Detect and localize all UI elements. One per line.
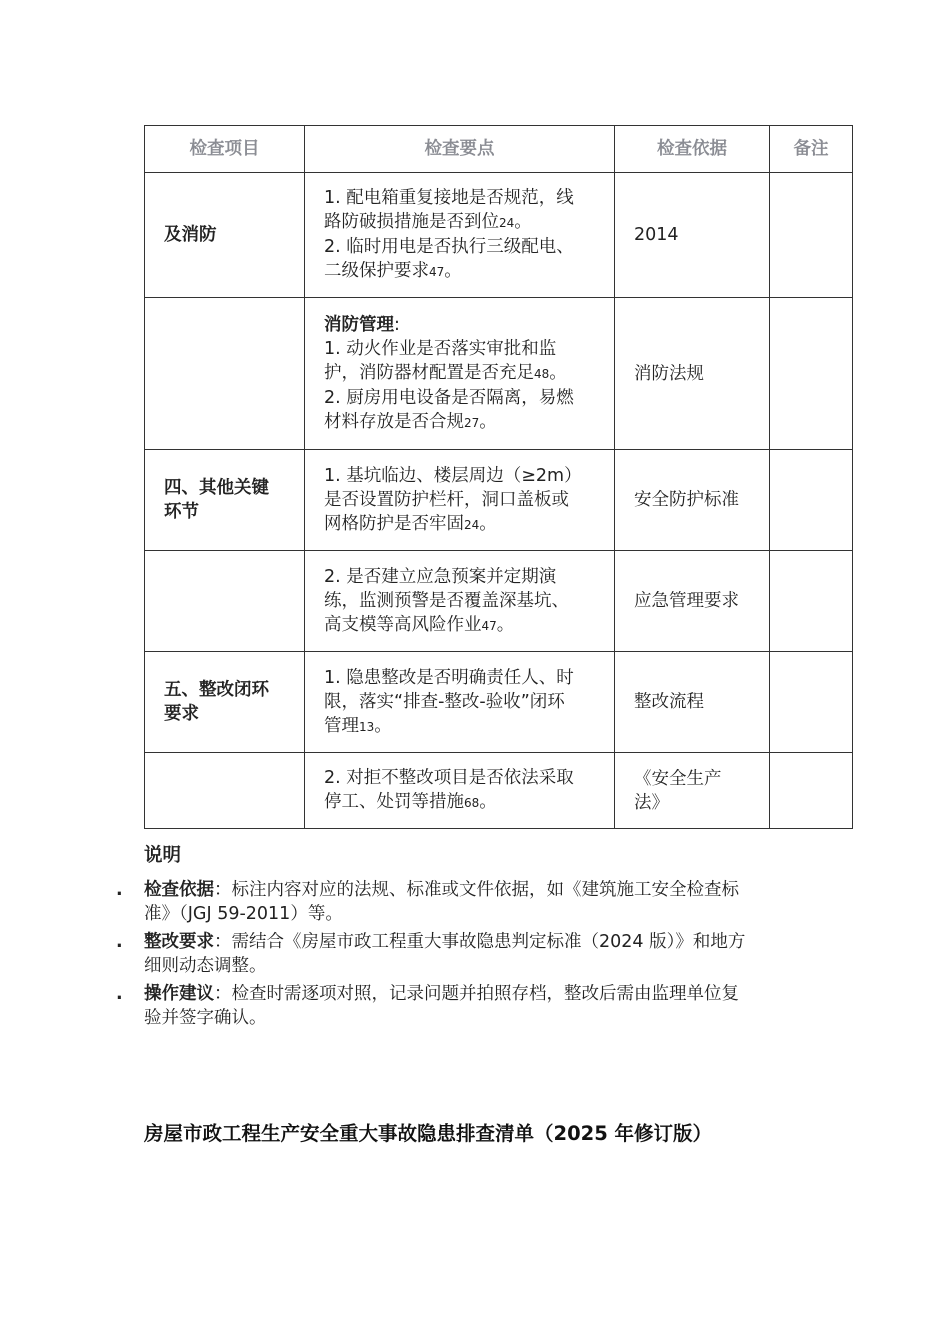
reference-number: 47: [429, 265, 445, 279]
basis-text: 应急管理要求: [634, 591, 739, 611]
header-inspection-points: 检查要点: [305, 126, 615, 173]
inspection-basis-cell: [615, 173, 770, 298]
list-item: . 整改要求：需结合《房屋市政工程重大事故隐患判定标准（2024 版）》和地方 细则动态调整。: [144, 930, 834, 978]
table-row: [145, 450, 853, 551]
remarks-cell: [770, 298, 853, 450]
inspection-points-cell: [305, 753, 615, 829]
basis-text: 法》: [634, 792, 669, 813]
notes-heading: 说明: [144, 845, 182, 866]
point-line: 1. 基坑临边、楼层周边（≥2m）: [324, 465, 582, 486]
remarks-cell: [770, 450, 853, 551]
inspection-basis-cell: [615, 450, 770, 551]
point-line: 网格防护是否牢固24。: [324, 513, 497, 534]
header-inspection-item: 检查项目: [145, 126, 305, 173]
inspection-item-cell: [145, 753, 305, 829]
remarks-cell: [770, 652, 853, 753]
point-line: 1. 动火作业是否落实审批和监: [324, 338, 557, 359]
document-title: 房屋市政工程生产安全重大事故隐患排查清单（2025 年修订版）: [144, 1122, 713, 1145]
point-line: 路防破损措施是否到位24。: [324, 212, 532, 232]
remarks-cell: [770, 753, 853, 829]
table-row: [145, 551, 853, 652]
note-text: 检查时需逐项对照，记录问题并拍照存档，整改后需由监理单位复: [231, 984, 739, 1004]
inspection-item-text: 及消防: [164, 225, 217, 245]
inspection-basis-cell: [615, 652, 770, 753]
list-item: . 操作建议：检查时需逐项对照，记录问题并拍照存档，整改后需由监理单位复 验并签字确认。: [144, 982, 834, 1030]
reference-number: 47: [481, 618, 497, 633]
inspection-item-cell: [145, 173, 305, 298]
inspection-item-cell: [145, 652, 305, 753]
inspection-item-cell: [145, 551, 305, 652]
point-line: 是否设置防护栏杆，洞口盖板或: [324, 489, 569, 510]
remarks-cell: [770, 173, 853, 298]
reference-number: 24: [464, 517, 480, 532]
list-item: . 检查依据：标注内容对应的法规、标准或文件依据，如《建筑施工安全检查标 准》（JGJ 59-2011）等。: [144, 878, 834, 926]
point-line: 二级保护要求47。: [324, 261, 462, 281]
header-inspection-basis: 检查依据: [615, 126, 770, 173]
basis-text: 安全防护标准: [634, 490, 739, 510]
inspection-item-cell: [145, 298, 305, 450]
point-line: 2. 临时用电是否执行三级配电、: [324, 237, 574, 257]
point-line: 练，监测预警是否覆盖深基坑、: [324, 590, 569, 611]
inspection-basis-cell: [615, 753, 770, 829]
inspection-item-text: 五、整改闭环: [164, 680, 269, 700]
table-row: [145, 753, 853, 829]
note-text: 细则动态调整。: [144, 956, 267, 976]
bullet-dot: .: [116, 932, 123, 952]
note-label: 整改要求: [144, 932, 214, 952]
point-line: 高支模等高风险作业47。: [324, 614, 515, 635]
inspection-item-text: 四、其他关键: [164, 478, 269, 498]
inspection-basis-cell: [615, 551, 770, 652]
table-row: [145, 652, 853, 753]
table-header-row: [145, 126, 853, 173]
basis-text: 《安全生产: [634, 768, 722, 789]
point-subheading: 消防管理:: [324, 314, 400, 335]
reference-number: 24: [499, 216, 515, 230]
reference-number: 68: [464, 796, 480, 810]
point-line: 2. 厨房用电设备是否隔离，易燃: [324, 387, 574, 408]
note-label: 检查依据: [144, 880, 214, 900]
point-line: 管理13。: [324, 715, 392, 736]
table-row: [145, 173, 853, 298]
point-line: 1. 隐患整改是否明确责任人、时: [324, 667, 574, 688]
remarks-cell: [770, 551, 853, 652]
header-remarks: 备注: [770, 126, 853, 173]
point-line: 2. 是否建立应急预案并定期演: [324, 566, 557, 587]
bullet-dot: .: [116, 880, 123, 900]
inspection-item-text: 要求: [164, 704, 199, 724]
point-line: 限，落实“排查-整改-验收”闭环: [324, 691, 565, 712]
inspection-points-cell: [305, 298, 615, 450]
basis-text: 消防法规: [634, 363, 704, 384]
bullet-dot: .: [116, 984, 123, 1004]
notes-section: [116, 842, 834, 1034]
reference-number: 48: [534, 366, 550, 381]
inspection-points-cell: [305, 551, 615, 652]
reference-number: 13: [359, 719, 375, 734]
inspection-item-cell: [145, 450, 305, 551]
note-text: 准》（JGJ 59-2011）等。: [144, 904, 343, 924]
inspection-item-text: 环节: [164, 502, 199, 522]
point-line: 1. 配电箱重复接地是否规范，线: [324, 188, 574, 208]
table-row: [145, 298, 853, 450]
inspection-points-cell: [305, 652, 615, 753]
note-text: 验并签字确认。: [144, 1008, 267, 1028]
point-line: 材料存放是否合规27。: [324, 411, 497, 432]
point-line: 护，消防器材配置是否充足48。: [324, 362, 567, 383]
inspection-basis-cell: [615, 298, 770, 450]
inspection-checklist-table: [144, 125, 853, 829]
reference-number: 27: [464, 415, 480, 430]
inspection-points-cell: [305, 450, 615, 551]
basis-text: 2014: [634, 225, 679, 245]
note-text: 需结合《房屋市政工程重大事故隐患判定标准（2024 版）》和地方: [231, 932, 746, 952]
point-line: 2. 对拒不整改项目是否依法采取: [324, 768, 574, 788]
inspection-points-cell: [305, 173, 615, 298]
point-line: 停工、处罚等措施68。: [324, 792, 497, 812]
basis-text: 整改流程: [634, 692, 704, 712]
note-text: 标注内容对应的法规、标准或文件依据，如《建筑施工安全检查标: [231, 880, 739, 900]
note-label: 操作建议: [144, 984, 214, 1004]
